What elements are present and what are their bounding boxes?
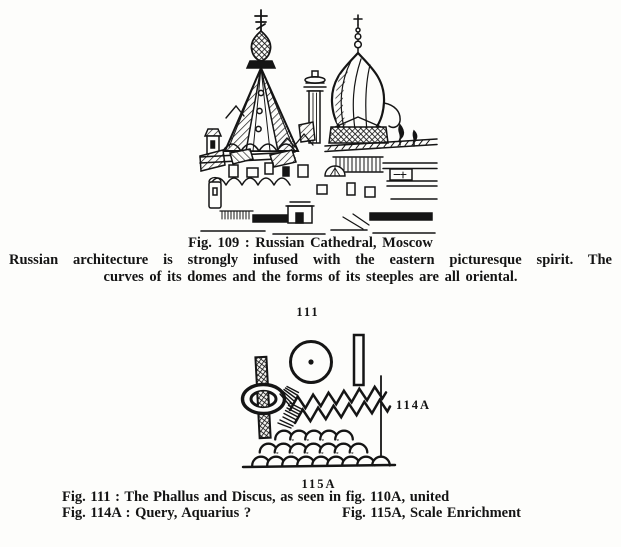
body-text-line2: curves of its domes and the forms of its steeples are all oriental. [103,269,518,285]
rod-symbol [354,335,364,385]
russian-cathedral-engraving [195,5,445,240]
phallus-symbol [243,357,285,438]
figure-label-111: 111 [296,305,320,319]
symbols-figure [233,327,403,472]
fig109-caption: Fig. 109 : Russian Cathedral, Moscow [188,235,433,251]
body-text-line1: Russian architecture is strongly infused with the eastern picturesque spirit. The [9,252,612,268]
figure-label-115a: 115A [301,477,337,491]
discus-symbol [291,342,332,383]
onion-dome [329,15,400,143]
figure-label-114a: 114A [396,398,432,412]
caption-fig114a: Fig. 114A : Query, Aquarius ? [62,505,252,521]
aquarius-zigzag-symbol [278,387,390,429]
tent-spire [223,10,298,151]
left-turret [200,129,225,171]
caption-fig111: Fig. 111 : The Phallus and Discus, as seen in fig. 110A, united [62,489,450,505]
caption-fig115a: Fig. 115A, Scale Enrichment [342,505,522,521]
